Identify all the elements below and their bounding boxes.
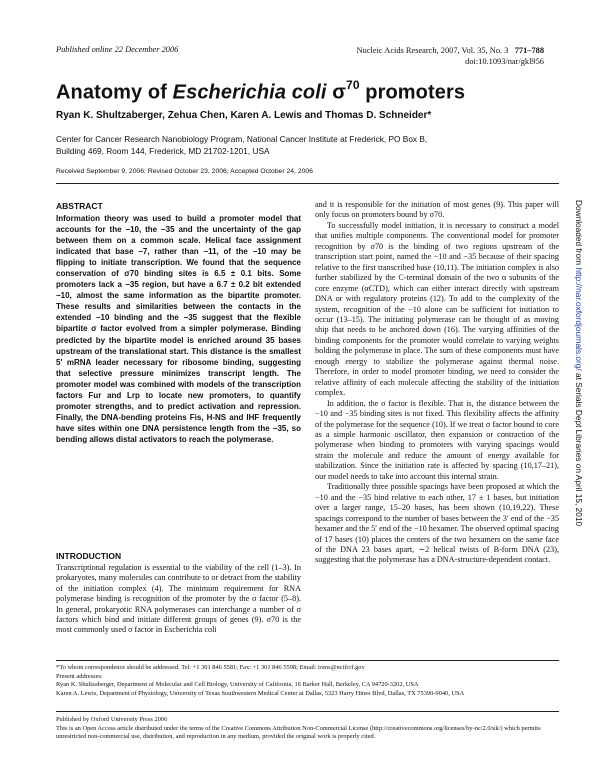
footnote-divider [56, 660, 559, 661]
footer-divider [56, 711, 559, 712]
introduction-heading: INTRODUCTION [56, 551, 122, 561]
affiliation: Center for Cancer Research Nanobiology Program, National Cancer Institute at Frederick, PO Box B, Building 469, Room 144, Frederick, MD 21702-1201, USA [56, 134, 428, 156]
introduction-text: Transcriptional regulation is essential to the viability of the cell (1–3). In prokaryotes, many molecules can contribute to or detract from the stability of the initiation complex (4). The minimum requirement for RNA polymerase binding is recognition of the promoter by the σ factor (5–8). In general, prokaryotic RNA polymerases can interchange a number of σ factors which bind and initiate different groups of genes (9). σ70 is the most commonly used σ factor in Escherichia coli [56, 563, 301, 635]
article-title: Anatomy of Escherichia coli $\sigma^{70}$ promoters [56, 78, 466, 104]
corresponding-author: *To whom correspondence should be addressed. Tel: +1 301 846 5581; Fax: +1 301 846 5598; Email: toms@ncifcrf.gov [56, 664, 365, 671]
footnotes: *To whom correspondence should be addressed. Tel: +1 301 846 5581; Fax: +1 301 846 5598; Email: toms@ncifcrf.gov Present addresses: Ryan K. Shultzaberger, Department of Molecular and Cell Biology, University of California, 16 Barker Hall, Berkeley, CA 94720-3202, USA Karen A. Lewis, Department of Physiology, University of Texas Southwestern Medical Center at Dallas, 5323 Harry Hines Blvd, Dallas, TX 75390-9040, USA [56, 664, 559, 698]
title-superscript: 70 [346, 78, 360, 92]
received-dates: Received September 9, 2006; Revised October 23, 2006; Accepted October 24, 2006 [56, 168, 313, 175]
title-species: Escherichia coli [172, 81, 327, 104]
body-column-2 [315, 200, 559, 566]
journal-link[interactable]: http://nar.oxfordjournals.org/ [574, 267, 584, 371]
paragraph: and it is responsible for the initiation of most genes (9). This paper will only focus on promoters bound by σ70. [315, 200, 559, 220]
license-text: This is an Open Access article distributed under the terms of the Creative Commons Attribution Non-Commercial License (http://creativecommons.org/licenses/by-nc/2.0/uk/) which permits unrestricted non-commercial use, distribution, and reproduction in any medium, provided the original work is properly cited. [56, 724, 541, 740]
publisher-note: Published by Oxford University Press 2006 [56, 716, 168, 723]
author-list: Ryan K. Shultzaberger, Zehua Chen, Karen A. Lewis and Thomas D. Schneider* [56, 110, 432, 121]
abstract-text: Information theory was used to build a promoter model that accounts for the −10, the −35 and the uncertainty of the gap between them on a common scale. Helical face assignment indicated that base −7, rather than −11, of the −10 may be flipping to initiate transcription. We found that the sequence conservation of σ70 binding sites is 6.5 ± 0.1 bits. Some promoters lack a −35 region, but have a 6.7 ± 0.2 bit extended −10, almost the same information as the bipartite promoter. These results and similarities between the contacts in the extended −10 binding and the −35 suggest that the flexible bipartite σ factor evolved from a simpler polymerase. Binding predicted by the bipartite model is enriched around 35 bases upstream of the translational start. This distance is the smallest 5′ mRNA leader necessary for ribosome binding, suggesting that selective pressure minimizes transcript length. The promoter model was combined with models of the transcription factors Fur and Lrp to locate new promoters, to quantify promoter strengths, and to predict activation and repression. Finally, the DNA-bending proteins Fis, H-NS and IHF frequently have sites within one DNA persistence length from the −35, so bending allows distal activators to reach the polymerase. [56, 214, 301, 444]
page-range: 771–788 [514, 46, 544, 55]
download-watermark: Downloaded from http://nar.oxfordjournals.org/ at Serials Dept Libraries on April 15, 2010 [574, 200, 584, 527]
published-date: Published online 22 December 2006 [56, 45, 179, 54]
journal-citation [357, 45, 544, 67]
license-footer [56, 716, 559, 742]
paragraph: To successfully model initiation, it is necessary to construct a model that unifies multiple components. The conventional model for promoter recognition by σ70 is the binding of two regions upstream of the transcription start point, named the −10 and −35 because of their spacing relative to the first transcribed base (10,11). The initiation complex is also further stabilized by the C-terminal domain of the two α subunits of the core enzyme (αCTD), which can either interact directly with upstream DNA or with regulatory proteins (12). To add to the complexity of the system, recognition of the −10 alone can be sufficient for initiation to occur (13–15). The initiating polymerase can be thought of as moving ship that needs to be anchored down (16). The varying affinities of the binding components for the promoter would correlate to varying weights holding the polymerase in place. The sum of these components must have enough energy to stabilize the polymerase against thermal noise. Therefore, in order to model promoter binding, we need to consider the relative affinity of each molecule affecting the stability of the initiation complex. [315, 220, 559, 398]
journal-name: Nucleic Acids Research, 2007, Vol. 35, No. 3 [356, 46, 509, 55]
header-divider [56, 183, 559, 184]
paragraph: Traditionally three possible spacings have been proposed at which the −10 and the −35 bind relative to each other, 17 ± 1 bases, but initiation over a larger range, 15–20 bases, has been shown (10,19,22). These spacings correspond to the number of bases between the 3′ end of the −35 hexamer and the 5′ end of the −10 hexamer. The observed optimal spacing of 17 bases (10) places the centers of the two hexamers on the same face of the DNA 23 bases apart, ∼2 helical twists of B-form DNA (23), suggesting that the polymerase has a DNA-structure-dependent contact. [315, 482, 559, 565]
paragraph: In addition, the σ factor is flexible. That is, the distance between the −10 and −35 binding sites is not fixed. This flexibility affects the affinity of the polymerase for the sequence (10). If we treat σ factor bound to core as a simple harmonic oscillator, then expansion or contraction of the polymerase when binding to promoters with varying spacings would strain the molecule and reduce the amount of energy available for stabilization. Since the initiation rate is affected by spacing (10,17–21), our model needs to take into account this internal strain. [315, 398, 559, 481]
abstract-heading: ABSTRACT [56, 201, 103, 211]
doi: doi:10.1093/nar/gkl956 [465, 57, 544, 66]
